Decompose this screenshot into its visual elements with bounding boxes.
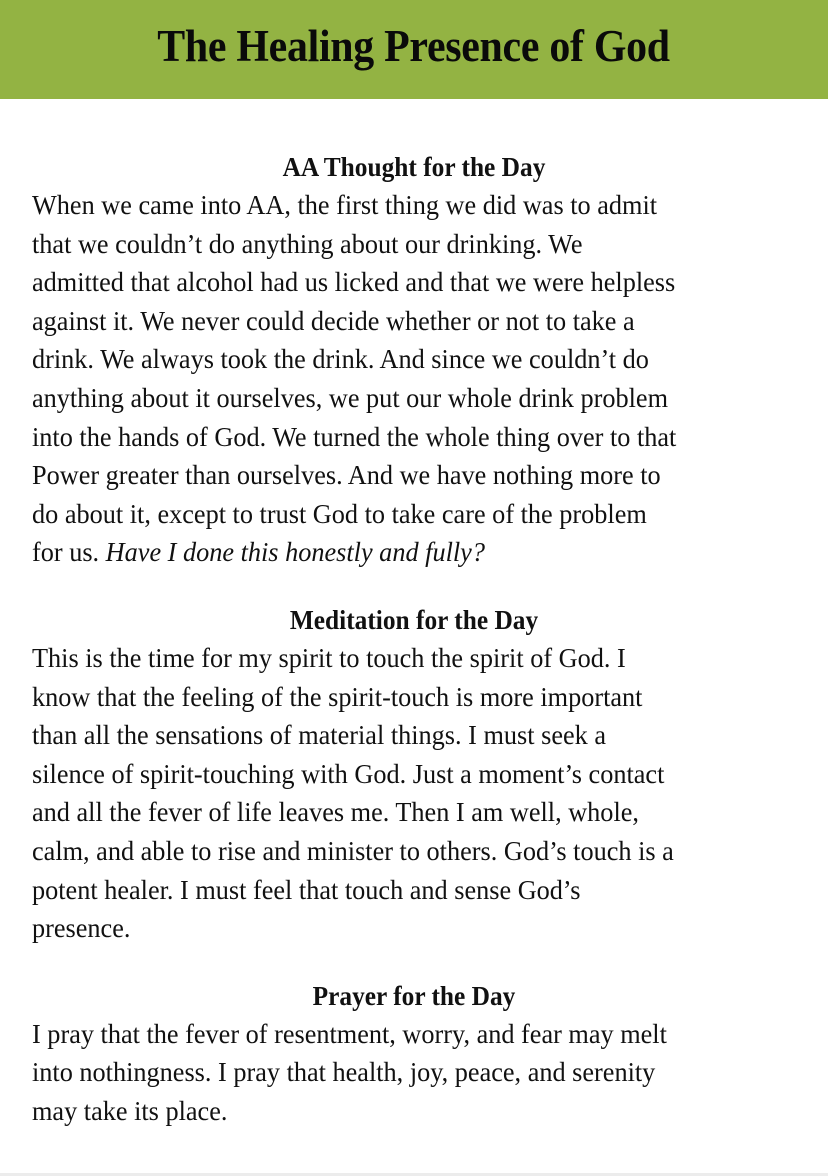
text-line: drink. We always took the drink. And since we couldn’t do — [32, 343, 649, 375]
reflection-question: Have I done this honestly and fully? — [105, 536, 485, 568]
text-line: than all the sensations of material things. I must seek a — [32, 719, 606, 751]
section-heading: Prayer for the Day — [312, 980, 516, 1011]
section-meditation — [32, 601, 802, 948]
text-line: potent healer. I must feel that touch and sense God’s — [32, 873, 581, 905]
text-line: know that the feeling of the spirit-touch is more important — [32, 680, 643, 712]
text-line: I pray that the fever of resentment, worry, and fear may melt — [32, 1017, 667, 1049]
text-line: that we couldn’t do anything about our drinking. We — [32, 227, 583, 259]
text-line: may take its place. — [32, 1094, 228, 1126]
text-line-final — [32, 533, 767, 572]
reading-content — [32, 148, 802, 1130]
text-line: and all the fever of life leaves me. Then I am well, whole, — [32, 796, 639, 828]
text-line: Power greater than ourselves. And we have nothing more to — [32, 459, 661, 491]
text-line: into nothingness. I pray that health, joy, peace, and serenity — [32, 1056, 656, 1088]
section-heading: Meditation for the Day — [289, 604, 539, 635]
header-banner — [0, 0, 828, 99]
text-line: silence of spirit-touching with God. Just a moment’s contact — [32, 757, 665, 789]
text-line: calm, and able to rise and minister to others. God’s touch is a — [32, 834, 674, 866]
section-body — [32, 639, 802, 948]
section-heading: AA Thought for the Day — [282, 152, 546, 182]
text-line: do about it, except to trust God to take care of the problem — [32, 497, 647, 529]
text-line: presence. — [32, 912, 131, 944]
text-line: anything about it ourselves, we put our whole drink problem — [32, 381, 669, 413]
section-aa-thought — [32, 148, 802, 572]
text-prefix: for us. — [32, 536, 106, 568]
section-prayer — [32, 977, 802, 1131]
section-body — [32, 1015, 802, 1131]
text-line: into the hands of God. We turned the whole thing over to that — [32, 420, 677, 452]
text-line: When we came into AA, the first thing we did was to admit — [32, 189, 658, 220]
section-body — [32, 186, 802, 572]
page-title: The Healing Presence of God — [157, 20, 671, 71]
text-line: This is the time for my spirit to touch the spirit of God. I — [32, 641, 626, 673]
text-line: admitted that alcohol had us licked and that we were helpless — [32, 266, 676, 298]
text-line: against it. We never could decide whether or not to take a — [32, 304, 635, 336]
